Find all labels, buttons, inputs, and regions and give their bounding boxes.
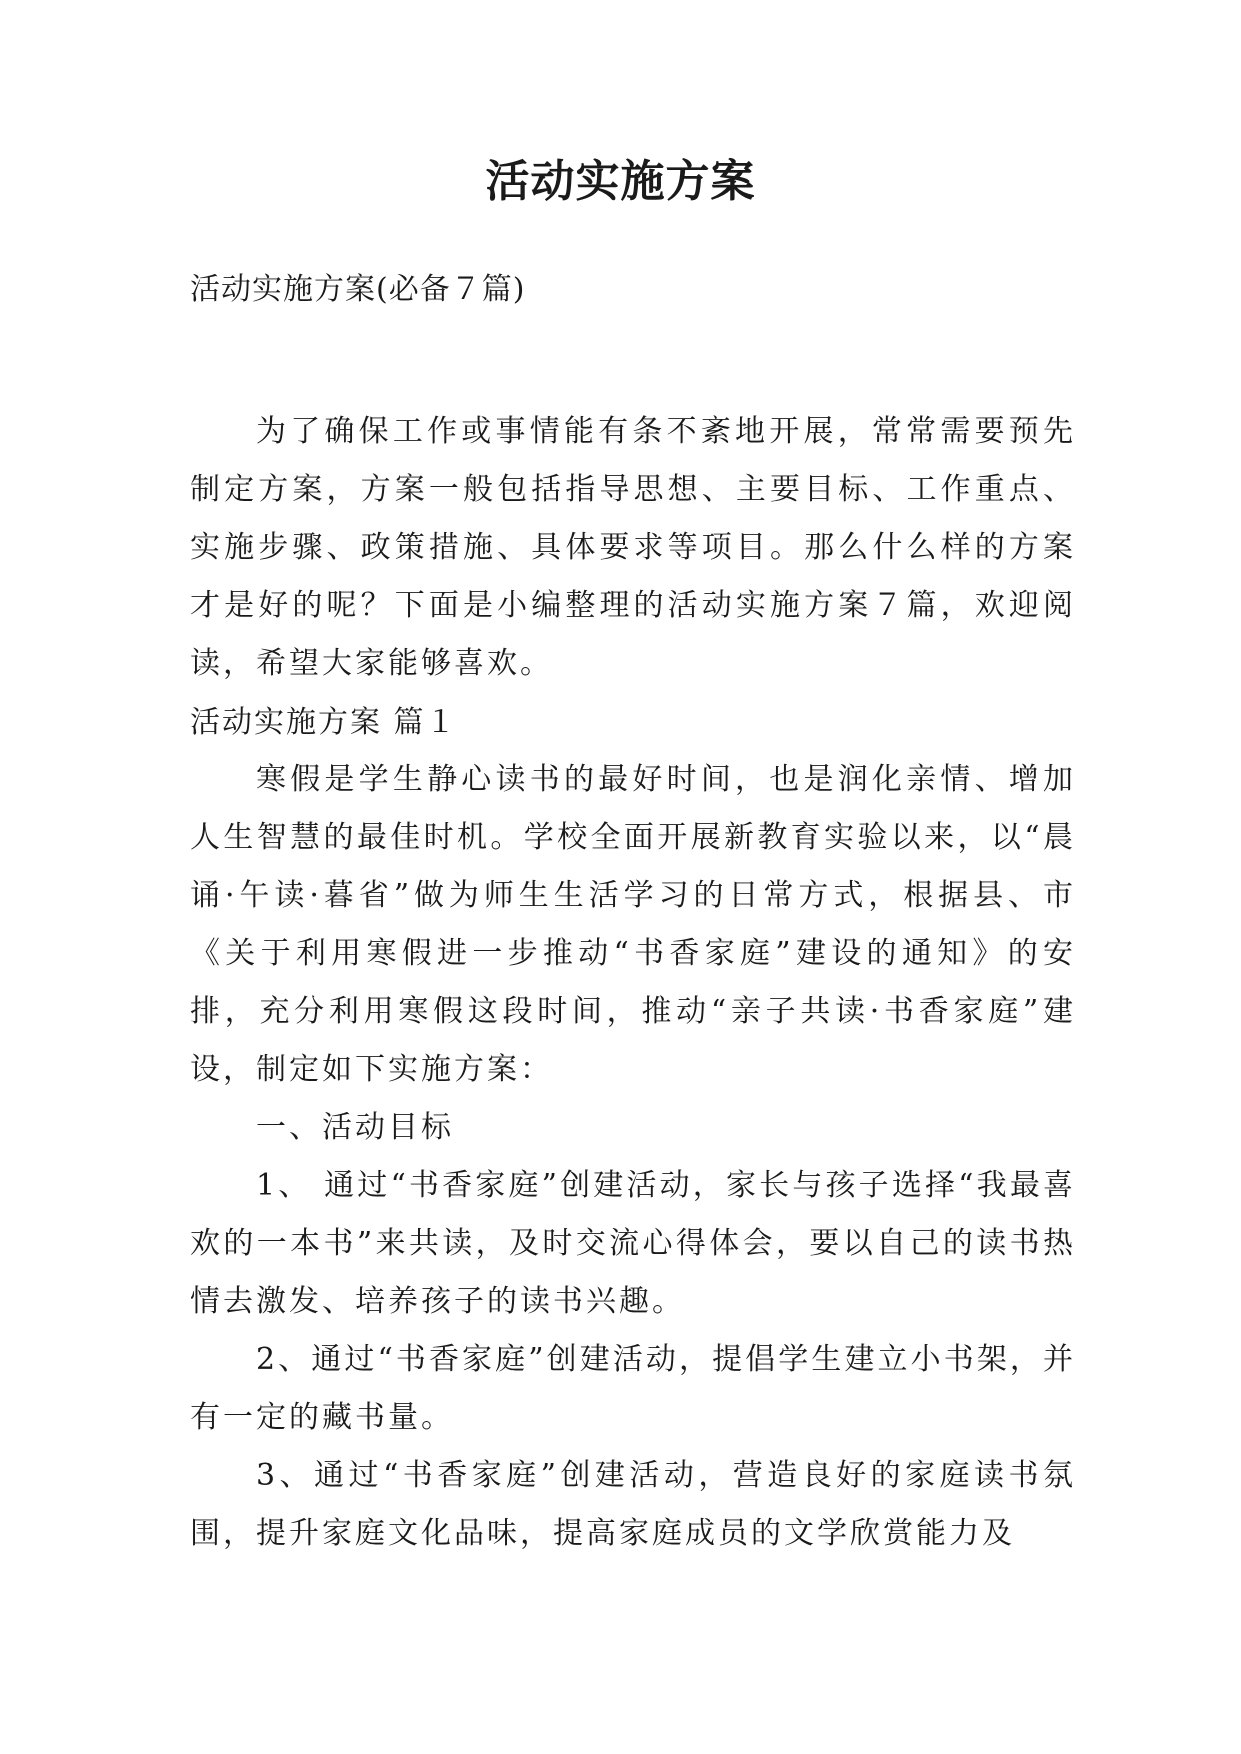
goal-item-3: 3、通过“书香家庭”创建活动，营造良好的家庭读书氛围，提升家庭文化品味，提高家庭成员的文学欣赏能力及 [190,1458,1076,1551]
section-heading: 活动实施方案 篇１ [190,705,458,740]
document-subtitle: 活动实施方案(必备７篇) [190,272,526,307]
goal-item-1: 1、 通过“书香家庭”创建活动，家长与孩子选择“我最喜欢的一本书”来共读，及时交流心得体会，要以自己的读书热情去激发、培养孩子的读书兴趣。 [190,1168,1076,1319]
goals-heading: 一、活动目标 [256,1110,454,1145]
document-title: 活动实施方案 [485,156,756,207]
goal-item-2: 2、通过“书香家庭”创建活动，提倡学生建立小书架，并有一定的藏书量。 [190,1342,1076,1435]
intro-paragraph: 为了确保工作或事情能有条不紊地开展，常常需要预先制定方案，方案一般包括指导思想、主要目标、工作重点、实施步骤、政策措施、具体要求等项目。那么什么样的方案才是好的呢？下面是小编整理的活动实施方案７篇，欢迎阅读，希望大家能够喜欢。 [190,414,1076,681]
body-paragraph: 寒假是学生静心读书的最好时间，也是润化亲情、增加人生智慧的最佳时机。学校全面开展新教育实验以来，以“晨诵·午读·暮省”做为师生生活学习的日常方式，根据县、市《关于利用寒假进一步推动“书香家庭”建设的通知》的安排，充分利用寒假这段时间，推动“亲子共读·书香家庭”建设，制定如下实施方案： [190,762,1076,1087]
